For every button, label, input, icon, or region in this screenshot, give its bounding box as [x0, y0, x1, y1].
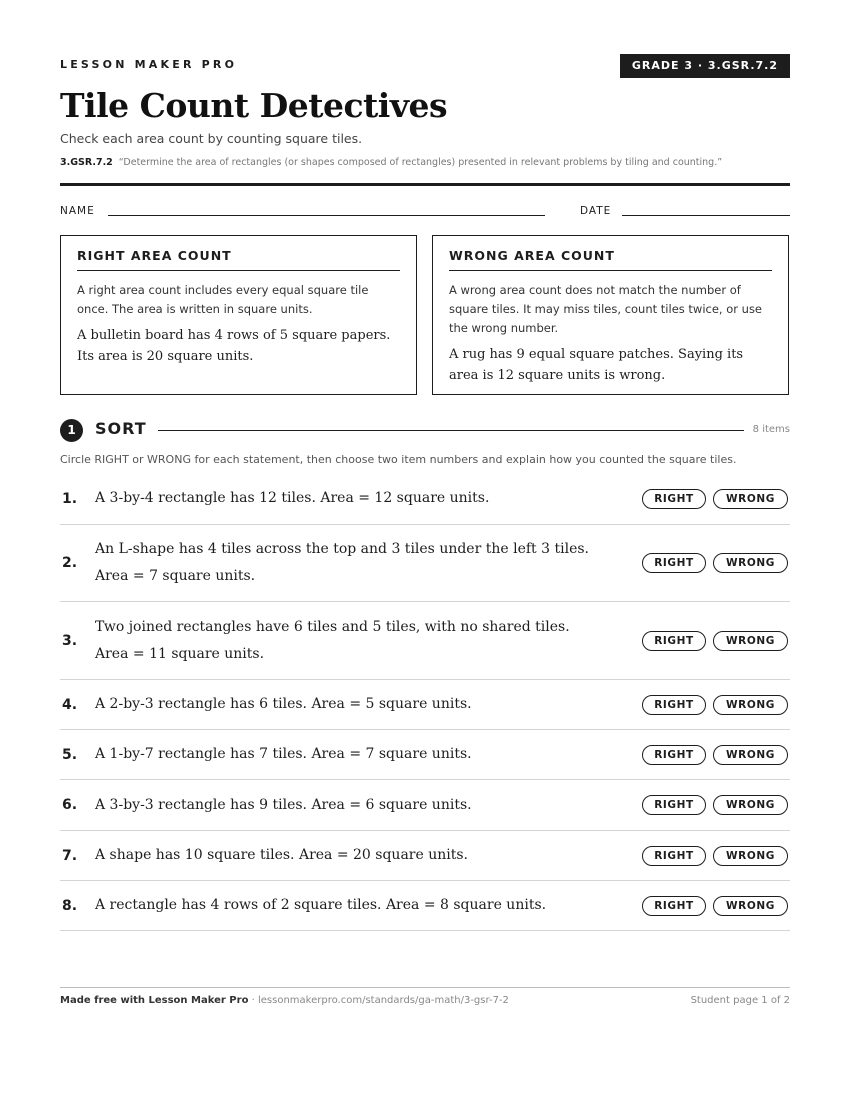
name-write-line[interactable] [108, 215, 545, 216]
section-title: SORT [95, 419, 147, 438]
item-number: 6. [62, 797, 78, 813]
section-number: 1 [60, 419, 83, 442]
list-item [60, 730, 790, 780]
item-number: 1. [62, 490, 78, 507]
list-item [60, 602, 790, 680]
item-statement: An L-shape has 4 tiles across the top and 3 tiles under the left 3 tiles. Area = 7 square units. [95, 541, 589, 584]
definition-text: A right area count includes every equal square tile once. The area is written in square units. [77, 283, 369, 316]
page-subtitle: Check each area count by counting square tiles. [60, 131, 363, 146]
footer-url[interactable]: · lessonmakerpro.com/standards/ga-math/3-gsr-7-2 [251, 995, 509, 1006]
item-number: 2. [62, 555, 78, 571]
section-instructions: Circle RIGHT or WRONG for each statement, then choose two item numbers and explain how you counted the square tiles. [60, 453, 737, 466]
answer-choices [642, 553, 788, 573]
grade-badge: GRADE 3 · 3.GSR.7.2 [620, 54, 790, 78]
item-number: 7. [62, 847, 78, 864]
answer-choices [642, 631, 788, 651]
item-statement: Two joined rectangles have 6 tiles and 5 tiles, with no shared tiles. Area = 11 square units. [95, 618, 570, 662]
answer-choices [642, 745, 788, 765]
definition-title: RIGHT AREA COUNT [77, 248, 400, 271]
answer-choices [642, 846, 788, 866]
definition-example: A rug has 9 equal square patches. Saying its area is 12 square units is wrong. [449, 347, 744, 383]
date-write-line[interactable] [622, 215, 790, 216]
item-statement: A shape has 10 square tiles. Area = 20 square units. [95, 847, 468, 863]
definition-text: A wrong area count does not match the number of square tiles. It may miss tiles, count tiles twice, or use the wrong number. [449, 283, 763, 335]
list-item [60, 525, 790, 602]
wrong-choice-button[interactable]: WRONG [713, 631, 788, 651]
standard-code: 3.GSR.7.2 [60, 157, 113, 168]
list-item [60, 680, 790, 730]
item-number: 3. [62, 632, 78, 649]
wrong-choice-button[interactable]: WRONG [713, 896, 788, 916]
answer-choices [642, 489, 788, 509]
definition-box-right [60, 235, 417, 395]
item-number: 4. [62, 696, 78, 713]
item-statement: A 2-by-3 rectangle has 6 tiles. Area = 5 square units. [95, 696, 472, 712]
right-choice-button[interactable]: RIGHT [642, 745, 706, 765]
item-statement: A rectangle has 4 rows of 2 square tiles. Area = 8 square units. [95, 897, 547, 913]
list-item [60, 831, 790, 881]
item-statement: A 1-by-7 rectangle has 7 tiles. Area = 7 square units. [95, 746, 472, 762]
item-statement: A 3-by-3 rectangle has 9 tiles. Area = 6 square units. [95, 796, 472, 813]
right-choice-button[interactable]: RIGHT [642, 631, 706, 651]
answer-choices [642, 695, 788, 715]
wrong-choice-button[interactable]: WRONG [713, 489, 788, 509]
item-number: 8. [62, 897, 78, 914]
page-indicator: Student page 1 of 2 [690, 995, 790, 1006]
brand-name: LESSON MAKER PRO [60, 58, 238, 71]
list-item [60, 473, 790, 525]
list-item [60, 881, 790, 931]
item-number: 5. [62, 746, 78, 763]
definition-box-wrong [432, 235, 789, 395]
standard-line [60, 157, 790, 168]
item-statement: A 3-by-4 rectangle has 12 tiles. Area = 12 square units. [95, 490, 490, 506]
name-date-row [60, 203, 790, 221]
definition-title: WRONG AREA COUNT [449, 248, 772, 271]
item-list [60, 473, 790, 931]
right-choice-button[interactable]: RIGHT [642, 695, 706, 715]
wrong-choice-button[interactable]: WRONG [713, 846, 788, 866]
right-choice-button[interactable]: RIGHT [642, 896, 706, 916]
right-choice-button[interactable]: RIGHT [642, 553, 706, 573]
top-bar [60, 54, 790, 80]
header-divider [60, 183, 790, 186]
right-choice-button[interactable]: RIGHT [642, 489, 706, 509]
wrong-choice-button[interactable]: WRONG [713, 695, 788, 715]
right-choice-button[interactable]: RIGHT [642, 846, 706, 866]
section-header [60, 418, 790, 442]
answer-choices [642, 795, 788, 815]
name-label: NAME [60, 205, 95, 217]
page-title: Tile Count Detectives [60, 86, 448, 125]
footer-credit: Made free with Lesson Maker Pro [60, 995, 249, 1006]
wrong-choice-button[interactable]: WRONG [713, 795, 788, 815]
wrong-choice-button[interactable]: WRONG [713, 745, 788, 765]
date-label: DATE [580, 205, 612, 217]
footer [60, 995, 790, 1006]
right-choice-button[interactable]: RIGHT [642, 795, 706, 815]
footer-divider [60, 987, 790, 988]
definition-example: A bulletin board has 4 rows of 5 square papers. Its area is 20 square units. [77, 328, 391, 364]
answer-choices [642, 896, 788, 916]
section-divider [158, 430, 744, 431]
section-item-count: 8 items [752, 424, 790, 435]
list-item [60, 780, 790, 831]
wrong-choice-button[interactable]: WRONG [713, 553, 788, 573]
standard-text: “Determine the area of rectangles (or shapes composed of rectangles) presented in relevant problems by tiling and counting.” [118, 157, 723, 168]
